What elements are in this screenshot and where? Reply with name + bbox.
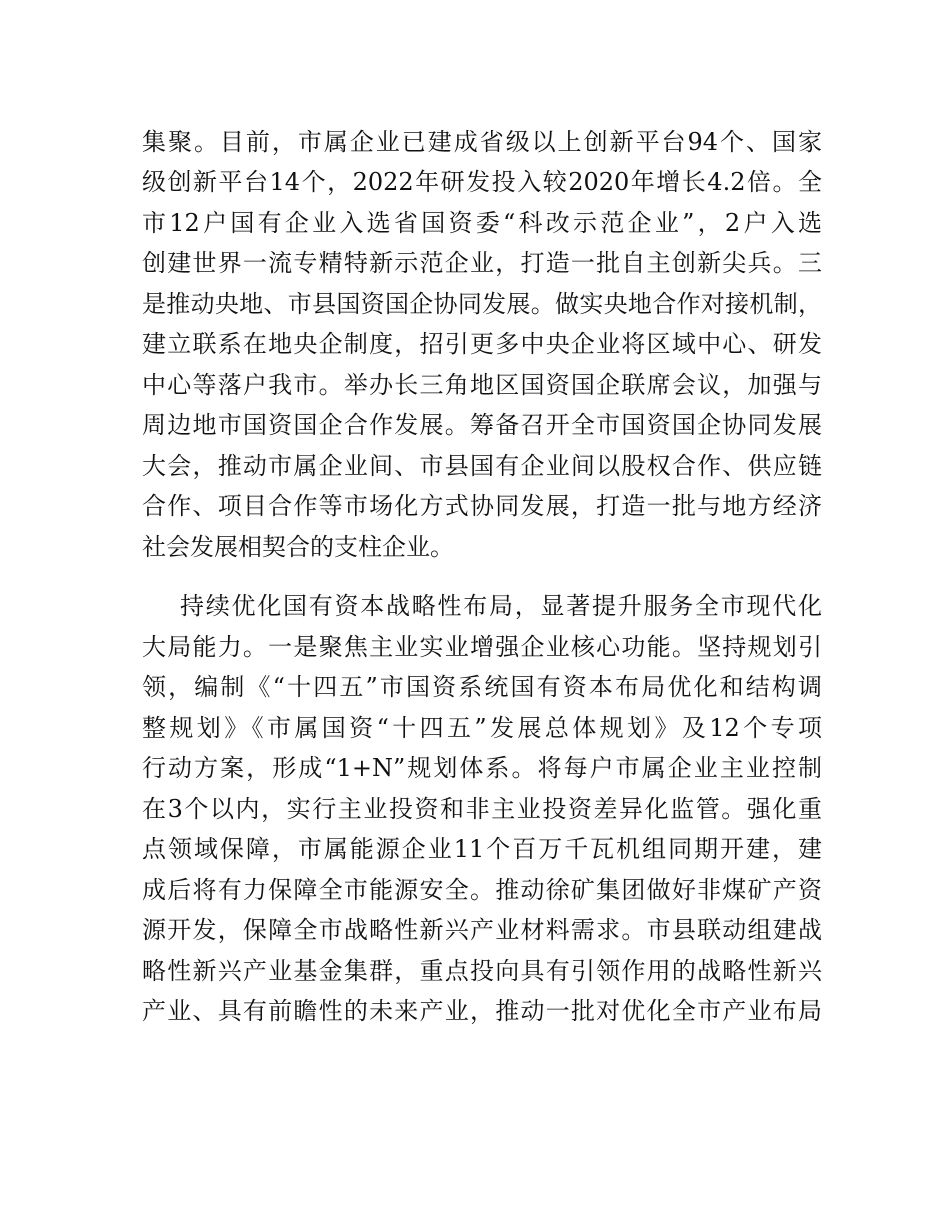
text-line: 领，编制《“十四五”市国资系统国有资本布局优化和结构调 (142, 673, 822, 701)
text-line: 级创新平台14个，2022年研发投入较2020年增长4.2倍。全 (142, 168, 822, 196)
text-line: 成后将有力保障全市能源安全。推动徐矿集团做好非煤矿产资 (142, 876, 822, 904)
text-line: 建立联系在地央企制度，招引更多中央企业将区域中心、研发 (142, 330, 822, 358)
text-line: 行动方案，形成“1+N”规划体系。将每户市属企业主业控制 (142, 754, 822, 782)
text-line: 合作、项目合作等市场化方式协同发展，打造一批与地方经济 (142, 492, 822, 520)
text-line: 持续优化国有资本战略性布局，显著提升服务全市现代化 (180, 592, 822, 620)
text-line: 产业、具有前瞻性的未来产业，推动一批对优化全市产业布局 (142, 997, 822, 1025)
text-line: 大局能力。一是聚焦主业实业增强企业核心功能。坚持规划引 (142, 633, 822, 661)
text-line: 点领域保障，市属能源企业11个百万千瓦机组同期开建，建 (142, 835, 822, 863)
text-line: 周边地市国资国企合作发展。筹备召开全市国资国企协同发展 (142, 411, 822, 439)
text-line: 略性新兴产业基金集群，重点投向具有引领作用的战略性新兴 (142, 957, 822, 985)
text-line: 中心等落户我市。举办长三角地区国资国企联席会议，加强与 (142, 371, 822, 399)
text-line: 大会，推动市属企业间、市县国有企业间以股权合作、供应链 (142, 452, 822, 480)
text-line: 市12户国有企业入选省国资委“科改示范企业”，2户入选 (142, 209, 822, 237)
text-line: 集聚。目前，市属企业已建成省级以上创新平台94个、国家 (142, 128, 822, 156)
text-line: 在3个以内，实行主业投资和非主业投资差异化监管。强化重 (142, 795, 822, 823)
text-line: 源开发，保障全市战略性新兴产业材料需求。市县联动组建战 (142, 916, 822, 944)
text-line: 整规划》《市属国资“十四五”发展总体规划》及12个专项 (142, 714, 822, 742)
text-line: 是推动央地、市县国资国企协同发展。做实央地合作对接机制， (142, 290, 822, 318)
text-line: 创建世界一流专精特新示范企业，打造一批自主创新尖兵。三 (142, 249, 822, 277)
text-line: 社会发展相契合的支柱企业。 (142, 533, 454, 561)
